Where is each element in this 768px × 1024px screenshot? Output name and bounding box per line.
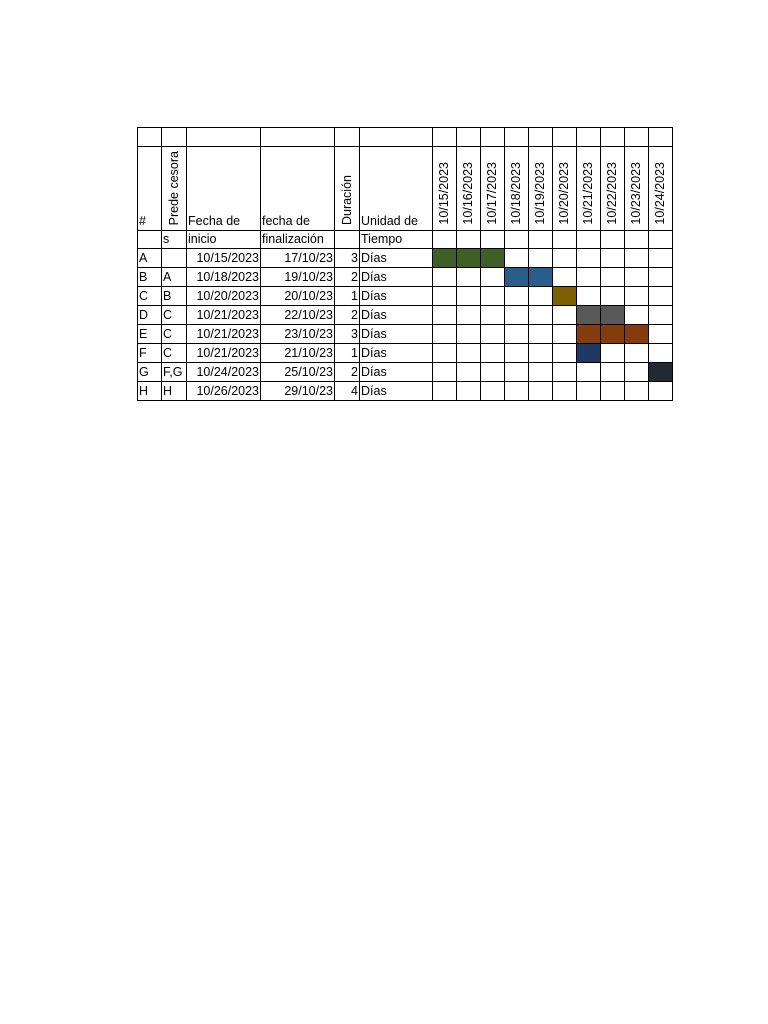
task-row bbox=[138, 268, 673, 287]
gantt-cell bbox=[433, 268, 457, 287]
header-day: 10/18/2023 bbox=[505, 147, 529, 231]
gantt-cell bbox=[433, 363, 457, 382]
gantt-cell bbox=[625, 382, 649, 401]
header-start-date: Fecha de bbox=[187, 147, 261, 231]
gantt-bar-segment bbox=[457, 249, 481, 268]
task-row bbox=[138, 363, 673, 382]
gantt-bar-segment bbox=[553, 287, 577, 306]
task-start-date: 10/15/2023 bbox=[187, 249, 261, 268]
header-day: 10/16/2023 bbox=[457, 147, 481, 231]
gantt-cell bbox=[505, 249, 529, 268]
gantt-cell bbox=[553, 268, 577, 287]
gantt-cell bbox=[649, 325, 673, 344]
gantt-cell bbox=[625, 287, 649, 306]
task-time-unit: Días bbox=[360, 344, 433, 363]
header-predecessor-suffix: s bbox=[162, 231, 187, 249]
gantt-cell bbox=[481, 306, 505, 325]
header-end-date: fecha de bbox=[261, 147, 335, 231]
gantt-cell bbox=[625, 249, 649, 268]
gantt-cell bbox=[601, 249, 625, 268]
header-time-unit: Unidad de bbox=[360, 147, 433, 231]
task-duration: 2 bbox=[335, 363, 360, 382]
gantt-cell bbox=[529, 382, 553, 401]
gantt-cell bbox=[481, 344, 505, 363]
gantt-cell bbox=[481, 363, 505, 382]
gantt-cell bbox=[649, 382, 673, 401]
gantt-cell bbox=[505, 325, 529, 344]
gantt-cell bbox=[553, 344, 577, 363]
task-duration: 1 bbox=[335, 344, 360, 363]
task-row bbox=[138, 287, 673, 306]
task-id: D bbox=[138, 306, 162, 325]
task-end-date: 21/10/23 bbox=[261, 344, 335, 363]
task-start-date: 10/20/2023 bbox=[187, 287, 261, 306]
gantt-cell bbox=[553, 382, 577, 401]
task-id: H bbox=[138, 382, 162, 401]
task-end-date: 23/10/23 bbox=[261, 325, 335, 344]
gantt-cell bbox=[529, 344, 553, 363]
task-end-date: 22/10/23 bbox=[261, 306, 335, 325]
task-row bbox=[138, 306, 673, 325]
task-id: A bbox=[138, 249, 162, 268]
gantt-cell bbox=[529, 325, 553, 344]
task-end-date: 20/10/23 bbox=[261, 287, 335, 306]
gantt-cell bbox=[505, 287, 529, 306]
gantt-cell bbox=[577, 363, 601, 382]
gantt-bar-segment bbox=[577, 306, 601, 325]
gantt-cell bbox=[481, 268, 505, 287]
task-time-unit: Días bbox=[360, 306, 433, 325]
gantt-bar-segment bbox=[601, 325, 625, 344]
header-day: 10/19/2023 bbox=[529, 147, 553, 231]
gantt-cell bbox=[433, 344, 457, 363]
header-day: 10/15/2023 bbox=[433, 147, 457, 231]
gantt-cell bbox=[649, 249, 673, 268]
gantt-cell bbox=[601, 287, 625, 306]
header-time-unit-suffix: Tiempo bbox=[360, 231, 433, 249]
header-row-continued bbox=[138, 231, 673, 249]
task-end-date: 25/10/23 bbox=[261, 363, 335, 382]
gantt-cell bbox=[601, 382, 625, 401]
task-id: C bbox=[138, 287, 162, 306]
empty-top-row bbox=[138, 128, 673, 147]
task-row bbox=[138, 249, 673, 268]
task-predecessor: A bbox=[162, 268, 187, 287]
gantt-cell bbox=[457, 382, 481, 401]
gantt-cell bbox=[601, 344, 625, 363]
gantt-cell bbox=[433, 382, 457, 401]
task-start-date: 10/18/2023 bbox=[187, 268, 261, 287]
gantt-cell bbox=[505, 306, 529, 325]
task-time-unit: Días bbox=[360, 325, 433, 344]
gantt-cell bbox=[433, 306, 457, 325]
task-predecessor: H bbox=[162, 382, 187, 401]
task-id: G bbox=[138, 363, 162, 382]
task-end-date: 29/10/23 bbox=[261, 382, 335, 401]
task-predecessor: C bbox=[162, 306, 187, 325]
header-row bbox=[138, 147, 673, 231]
gantt-cell bbox=[649, 287, 673, 306]
header-end-date-suffix: finalización bbox=[261, 231, 335, 249]
gantt-cell bbox=[553, 325, 577, 344]
task-row bbox=[138, 344, 673, 363]
task-duration: 2 bbox=[335, 268, 360, 287]
gantt-bar-segment bbox=[577, 325, 601, 344]
gantt-cell bbox=[577, 249, 601, 268]
gantt-cell bbox=[625, 344, 649, 363]
gantt-cell bbox=[457, 306, 481, 325]
task-time-unit: Días bbox=[360, 268, 433, 287]
task-duration: 2 bbox=[335, 306, 360, 325]
gantt-table bbox=[137, 127, 673, 401]
gantt-cell bbox=[649, 268, 673, 287]
gantt-cell bbox=[625, 363, 649, 382]
header-start-date-suffix: inicio bbox=[187, 231, 261, 249]
gantt-bar-segment bbox=[649, 363, 673, 382]
header-id: # bbox=[138, 147, 162, 231]
task-duration: 3 bbox=[335, 249, 360, 268]
gantt-cell bbox=[457, 363, 481, 382]
header-day: 10/22/2023 bbox=[601, 147, 625, 231]
gantt-bar-segment bbox=[505, 268, 529, 287]
gantt-cell bbox=[649, 344, 673, 363]
task-time-unit: Días bbox=[360, 249, 433, 268]
gantt-cell bbox=[481, 287, 505, 306]
gantt-cell bbox=[457, 287, 481, 306]
task-predecessor bbox=[162, 249, 187, 268]
gantt-cell bbox=[505, 363, 529, 382]
gantt-cell bbox=[577, 268, 601, 287]
task-start-date: 10/21/2023 bbox=[187, 344, 261, 363]
task-duration: 4 bbox=[335, 382, 360, 401]
gantt-cell bbox=[457, 268, 481, 287]
gantt-cell bbox=[529, 287, 553, 306]
task-time-unit: Días bbox=[360, 382, 433, 401]
gantt-cell bbox=[529, 363, 553, 382]
gantt-cell bbox=[577, 382, 601, 401]
gantt-cell bbox=[553, 306, 577, 325]
gantt-cell bbox=[625, 306, 649, 325]
gantt-cell bbox=[553, 249, 577, 268]
task-predecessor: C bbox=[162, 325, 187, 344]
gantt-cell bbox=[601, 268, 625, 287]
gantt-cell bbox=[505, 344, 529, 363]
task-start-date: 10/21/2023 bbox=[187, 325, 261, 344]
task-start-date: 10/21/2023 bbox=[187, 306, 261, 325]
gantt-bar-segment bbox=[529, 268, 553, 287]
task-id: F bbox=[138, 344, 162, 363]
gantt-bar-segment bbox=[601, 306, 625, 325]
task-start-date: 10/24/2023 bbox=[187, 363, 261, 382]
gantt-cell bbox=[529, 306, 553, 325]
header-day: 10/23/2023 bbox=[625, 147, 649, 231]
task-predecessor: C bbox=[162, 344, 187, 363]
task-predecessor: B bbox=[162, 287, 187, 306]
task-end-date: 19/10/23 bbox=[261, 268, 335, 287]
header-day: 10/24/2023 bbox=[649, 147, 673, 231]
header-predecessor: Prede cesora bbox=[162, 147, 187, 231]
task-duration: 1 bbox=[335, 287, 360, 306]
task-id: E bbox=[138, 325, 162, 344]
task-time-unit: Días bbox=[360, 287, 433, 306]
gantt-cell bbox=[457, 325, 481, 344]
gantt-bar-segment bbox=[577, 344, 601, 363]
task-start-date: 10/26/2023 bbox=[187, 382, 261, 401]
header-day: 10/21/2023 bbox=[577, 147, 601, 231]
task-predecessor: F,G bbox=[162, 363, 187, 382]
task-row bbox=[138, 382, 673, 401]
gantt-cell bbox=[529, 249, 553, 268]
header-duration: Duración bbox=[335, 147, 360, 231]
gantt-cell bbox=[481, 325, 505, 344]
header-day: 10/20/2023 bbox=[553, 147, 577, 231]
gantt-bar-segment bbox=[625, 325, 649, 344]
gantt-cell bbox=[457, 344, 481, 363]
task-duration: 3 bbox=[335, 325, 360, 344]
gantt-cell bbox=[505, 382, 529, 401]
gantt-cell bbox=[433, 287, 457, 306]
gantt-cell bbox=[577, 287, 601, 306]
task-id: B bbox=[138, 268, 162, 287]
task-time-unit: Días bbox=[360, 363, 433, 382]
task-end-date: 17/10/23 bbox=[261, 249, 335, 268]
gantt-cell bbox=[481, 382, 505, 401]
gantt-bar-segment bbox=[481, 249, 505, 268]
gantt-bar-segment bbox=[433, 249, 457, 268]
gantt-cell bbox=[625, 268, 649, 287]
gantt-cell bbox=[601, 363, 625, 382]
gantt-cell bbox=[433, 325, 457, 344]
header-day: 10/17/2023 bbox=[481, 147, 505, 231]
gantt-cell bbox=[553, 363, 577, 382]
task-row bbox=[138, 325, 673, 344]
gantt-cell bbox=[649, 306, 673, 325]
